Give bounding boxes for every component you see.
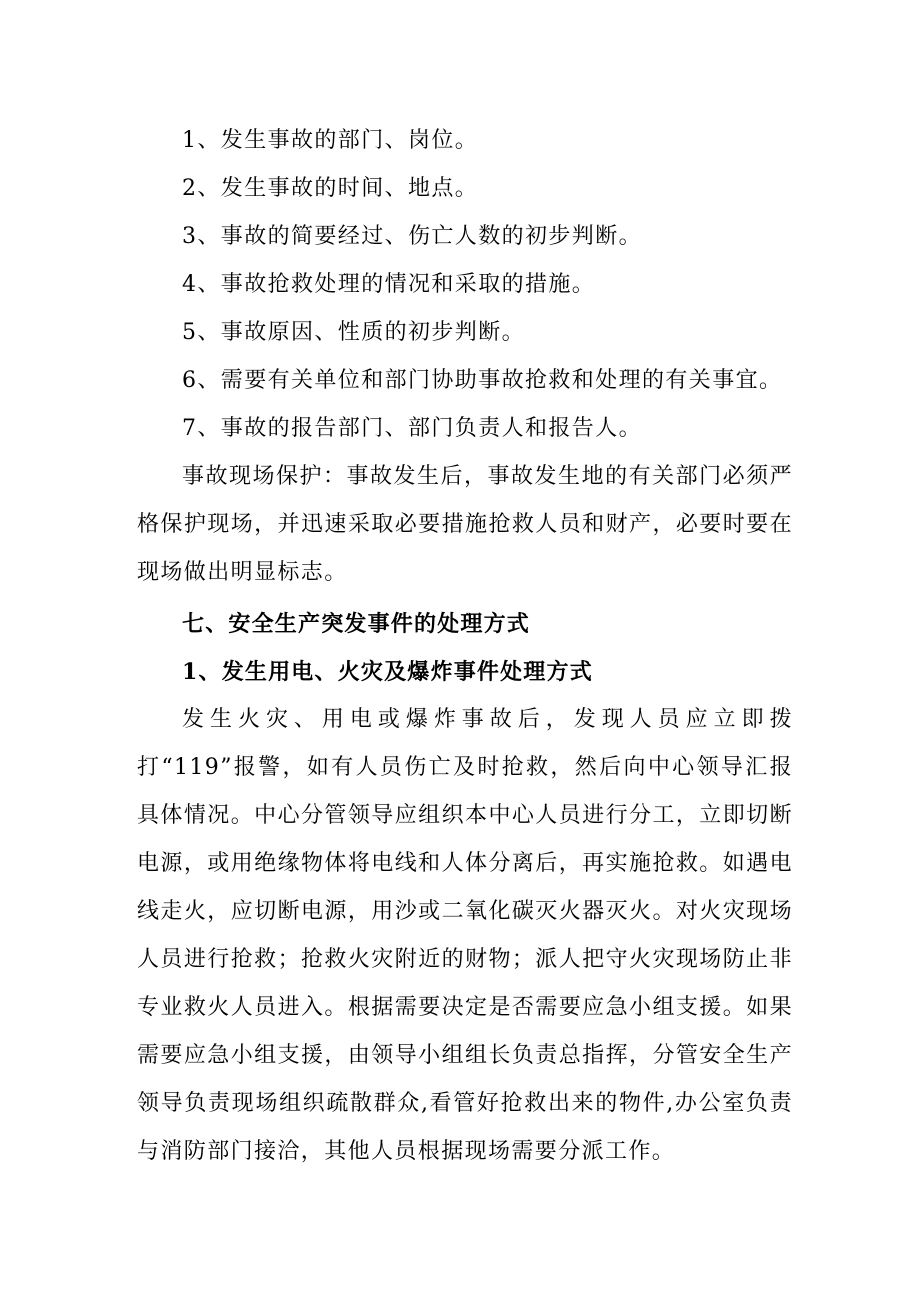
procedure-paragraph: 发生火灾、用电或爆炸事故后，发现人员应立即拨打“119”报警，如有人员伤亡及时抢救，然后向中心领导汇报具体情况。中心分管领导应组织本中心人员进行分工，立即切断电源，或用绝缘物体将电线和人体分离后，再实施抢救。如遇电线走火，应切断电源，用沙或二氧化碳灭火器灭火。对火灾现场人员进行抢救；抢救火灾附近的财物；派人把守火灾现场防止非专业救火人员进入。根据需要决定是否需要应急小组支援。如果需要应急小组支援，由领导小组组长负责总指挥，分管安全生产领导负责现场组织疏散群众,看管好抢救出来的物件,办公室负责与消防部门接洽，其他人员根据现场需要分派工作。 [137,707,793,1164]
document-body [137,117,793,1176]
report-item-7: 7、事故的报告部门、部门负责人和报告人。 [182,416,642,441]
report-item-3: 3、事故的简要经过、伤亡人数的初步判断。 [182,224,642,249]
section-heading: 七、安全生产突发事件的处理方式 [182,611,531,637]
report-item-5: 5、事故原因、性质的初步判断。 [182,320,525,345]
scene-protection-paragraph: 事故现场保护：事故发生后，事故发生地的有关部门必须严格保护现场，并迅速采取必要措施抢救人员和财产，必要时要在现场做出明显标志。 [137,464,793,585]
report-item-4: 4、事故抢救处理的情况和采取的措施。 [182,272,596,297]
subsection-heading: 1、发生用电、火灾及爆炸事件处理方式 [182,659,593,685]
report-item-2: 2、发生事故的时间、地点。 [182,176,479,201]
report-item-6: 6、需要有关单位和部门协助事故抢救和处理的有关事宜。 [182,368,783,393]
report-item-1: 1、发生事故的部门、岗位。 [182,128,479,153]
